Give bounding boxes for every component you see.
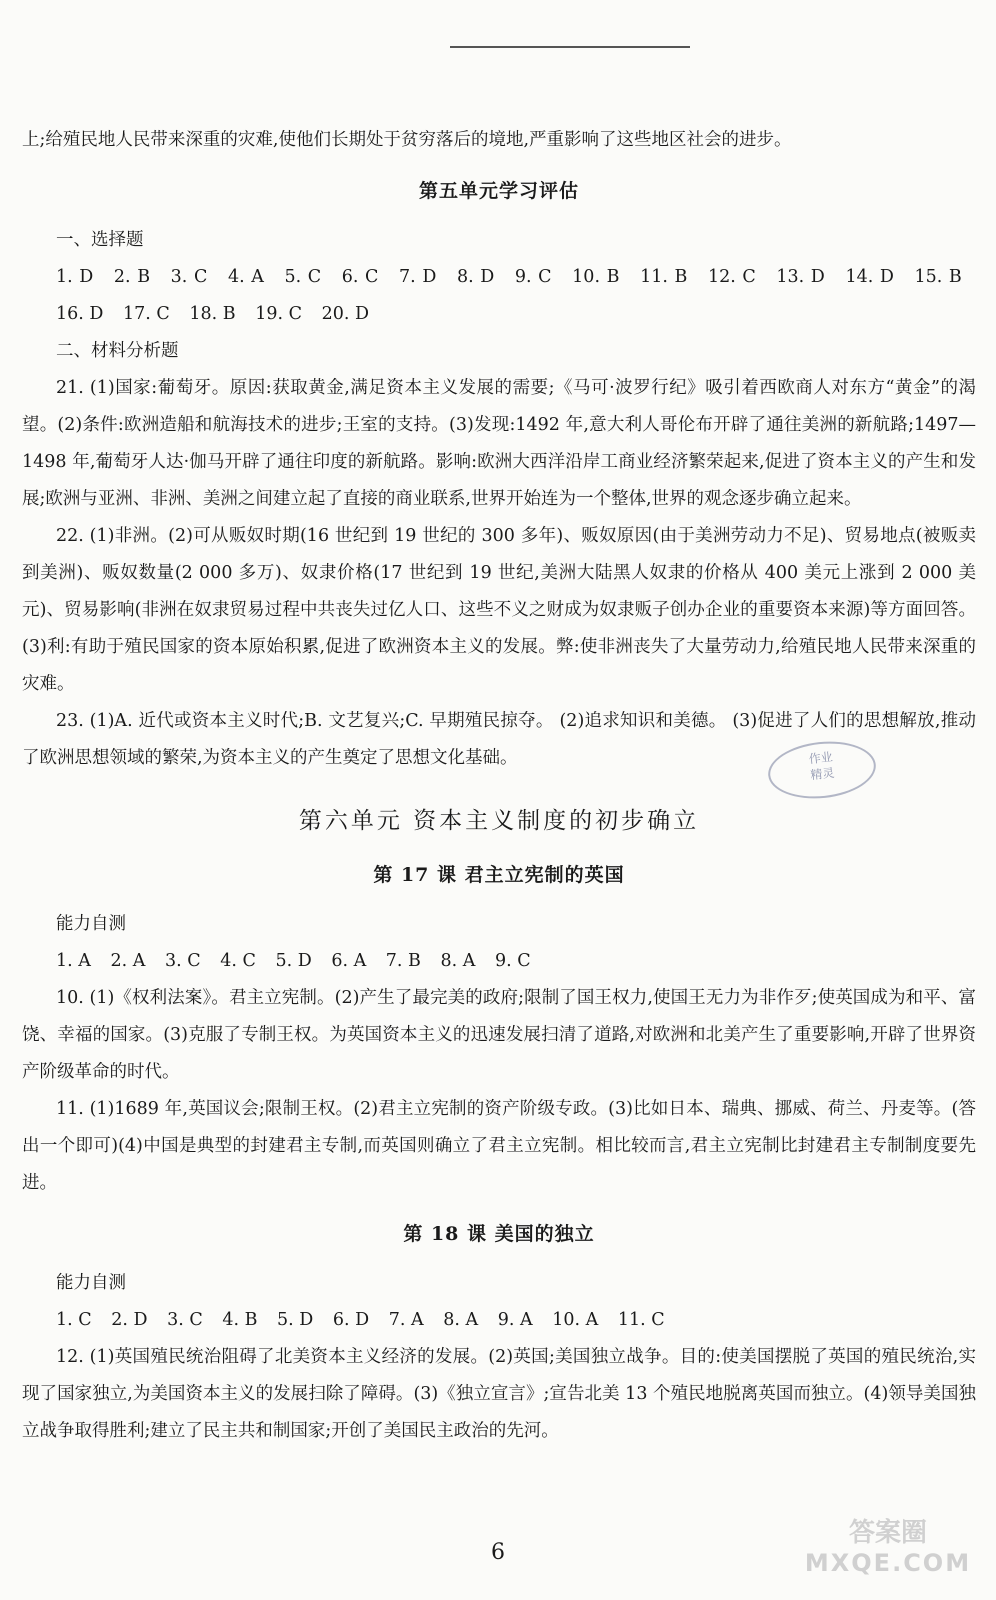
lesson17-choice-answers: [22, 943, 976, 980]
answer-item: 2. D: [111, 1310, 148, 1330]
answer-item: 12. C: [707, 267, 756, 287]
answer-item: 2. A: [110, 951, 146, 971]
lesson18-choice-answers: [22, 1302, 976, 1339]
answer-q12: 12. (1)英国殖民统治阻碍了北美资本主义经济的发展。(2)英国;美国独立战争。目的:使美国摆脱了英国的殖民统治,实现了国家独立,为美国资本主义的发展扫除了障碍。(3)《独立宣言》;宣告北美 13 个殖民地脱离英国而独立。(4)领导美国独立战争取得胜利;建立了民主共和制国家;开创了美国民主政治的先河。: [22, 1347, 976, 1441]
answer-item: 6. C: [341, 267, 379, 287]
answer-item: 3. C: [164, 951, 201, 971]
answer-q23: 23. (1)A. 近代或资本主义时代;B. 文艺复兴;C. 早期殖民掠夺。 (2)追求知识和美德。 (3)促进了人们的思想解放,推动了欧洲思想领域的繁荣,为资本主义的产生奠定了思想文化基础。: [22, 711, 976, 768]
answer-item: 10. B: [572, 267, 620, 287]
site-watermark: [798, 1518, 978, 1588]
unit6-title: 第六单元 资本主义制度的初步确立: [298, 808, 700, 834]
answer-item: 9. C: [514, 267, 552, 287]
answer-q22: 22. (1)非洲。(2)可从贩奴时期(16 世纪到 19 世纪的 300 多年)、贩奴原因(由于美洲劳动力不足)、贸易地点(被贩卖到美洲)、贩奴数量(2 000 多万)、奴隶价格(17 世纪到 19 世纪,美洲大陆黑人奴隶的价格从 400 美元上涨到 2 000 美元)、贸易影响(非洲在奴隶贸易过程中共丧失过亿人口、这些不义之财成为奴隶贩子创办企业的重要资本来源)等方面回答。(3)利:有助于殖民国家的资本原始积累,促进了欧洲资本主义的发展。弊:使非洲丧失了大量劳动力,给殖民地人民带来深重的灾难。: [22, 526, 976, 694]
stamp-text: 精灵: [809, 765, 836, 783]
lesson17-section: 能力自测: [56, 914, 126, 934]
answer-item: 3. C: [170, 267, 208, 287]
answer-item: 3. C: [167, 1310, 203, 1330]
answer-item: 6. A: [331, 951, 367, 971]
answer-item: 1. D: [56, 267, 94, 287]
watermark-line1: 答案圈: [848, 1518, 927, 1548]
lesson18-title: 第 18 课 美国的独立: [403, 1223, 595, 1245]
answer-item: 13. D: [776, 267, 825, 287]
answer-q21: 21. (1)国家:葡萄牙。原因:获取黄金,满足资本主义发展的需要;《马可·波罗行纪》吸引着西欧商人对东方“黄金”的渴望。(2)条件:欧洲造船和航海技术的进步;王室的支持。(3)发现:1492 年,意大利人哥伦布开辟了通往美洲的新航路;1497—1498 年,葡萄牙人达·伽马开辟了通往印度的新航路。影响:欧洲大西洋沿岸工商业经济繁荣起来,促进了资本主义的产生和发展;欧洲与亚洲、非洲、美洲之间建立起了直接的商业联系,世界开始连为一个整体,世界的观念逐步确立起来。: [22, 378, 976, 509]
answer-item: 4. B: [222, 1310, 258, 1330]
answer-item: 6. D: [332, 1310, 370, 1330]
answer-item: 9. C: [494, 951, 531, 971]
answer-item: 11. B: [640, 267, 688, 287]
answer-item: 10. A: [552, 1310, 599, 1330]
section-choice-heading: 一、选择题: [56, 230, 144, 250]
section-analysis-heading: 二、材料分析题: [56, 341, 179, 361]
answer-item: 14. D: [845, 267, 894, 287]
answer-q10: 10. (1)《权利法案》。君主立宪制。(2)产生了最完美的政府;限制了国王权力,使国王无力为非作歹;使英国成为和平、富饶、幸福的国家。(3)克服了专制王权。为英国资本主义的迅速发展扫清了道路,对欧洲和北美产生了重要影响,开辟了世界资产阶级革命的时代。: [22, 988, 976, 1082]
unit5-title: 第五单元学习评估: [418, 180, 579, 202]
answer-item: 5. C: [284, 267, 322, 287]
answer-item: 5. D: [275, 951, 312, 971]
answer-item: 1. A: [56, 951, 91, 971]
answer-item: 18. B: [189, 304, 236, 324]
answer-item: 2. B: [113, 267, 151, 287]
answer-item: 8. A: [443, 1310, 479, 1330]
stamp-text: 作业: [808, 749, 834, 767]
answer-item: 4. A: [227, 267, 264, 287]
answer-item: 15. B: [914, 267, 962, 287]
answer-item: 7. B: [385, 951, 421, 971]
lesson18-section: 能力自测: [56, 1273, 126, 1293]
answer-item: 17. C: [123, 304, 170, 324]
answer-q11: 11. (1)1689 年,英国议会;限制王权。(2)君主立宪制的资产阶级专政。(3)比如日本、瑞典、挪威、荷兰、丹麦等。(答出一个即可)(4)中国是典型的封建君主专制,而英国则确立了君主立宪制。相比较而言,君主立宪制比封建君主专制制度要先进。: [22, 1099, 976, 1193]
top-rule: [450, 46, 690, 48]
answer-item: 4. C: [220, 951, 256, 971]
answer-item: 19. C: [255, 304, 303, 324]
answer-item: 5. D: [277, 1310, 314, 1330]
watermark-line2: MXQE.COM: [804, 1549, 972, 1577]
answer-item: 7. A: [388, 1310, 424, 1330]
answer-item: 16. D: [56, 304, 104, 324]
page-number: 6: [491, 1540, 505, 1565]
answer-item: 8. A: [440, 951, 476, 971]
answer-item: 1. C: [56, 1310, 92, 1330]
answer-item: 7. D: [399, 267, 437, 287]
lesson17-title: 第 17 课 君主立宪制的英国: [373, 864, 625, 886]
answer-item: 9. A: [497, 1310, 533, 1330]
answer-item: 11. C: [617, 1310, 665, 1330]
intro-line: 上;给殖民地人民带来深重的灾难,使他们长期处于贫穷落后的境地,严重影响了这些地区社会的进步。: [22, 130, 792, 150]
answer-item: 20. D: [321, 304, 370, 324]
answer-item: 8. D: [456, 267, 495, 287]
unit5-choice-answers: [22, 259, 976, 333]
